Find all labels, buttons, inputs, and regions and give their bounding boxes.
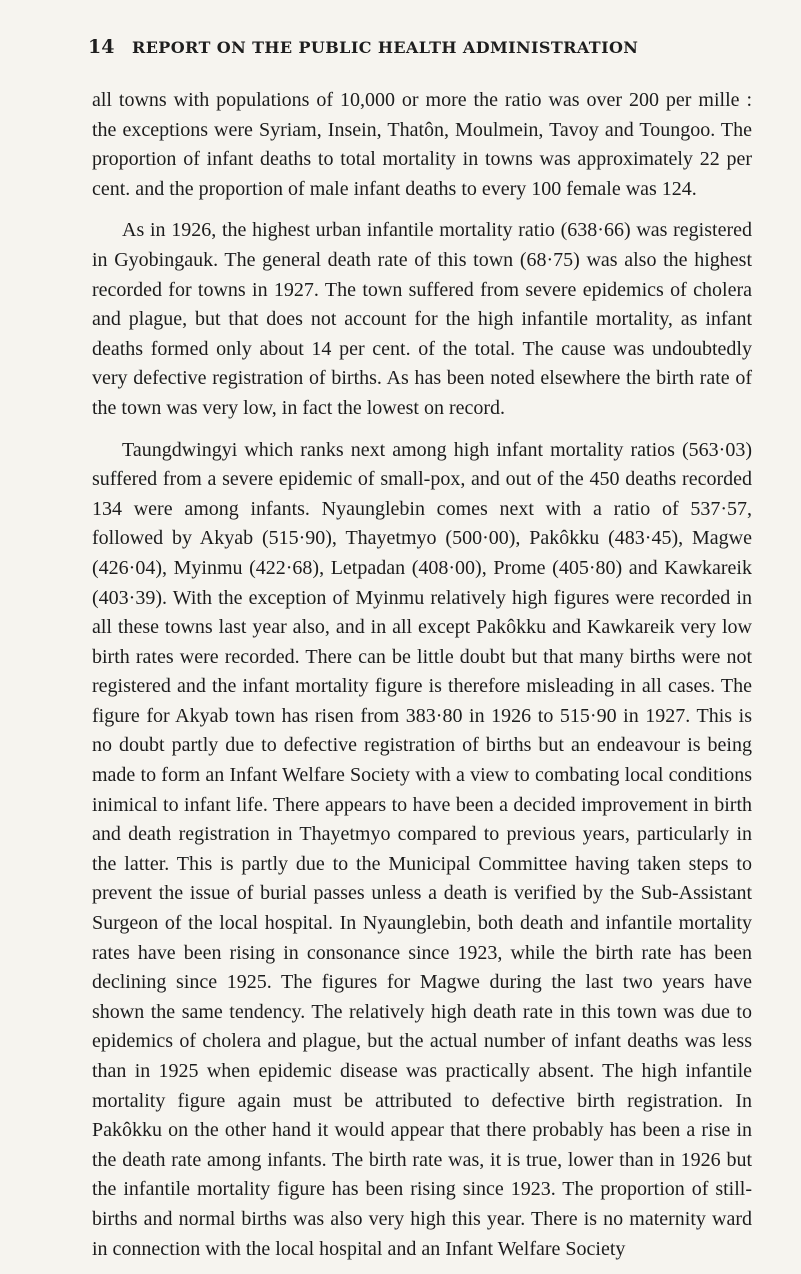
page-number: 14 xyxy=(88,36,115,58)
running-head: REPORT ON THE PUBLIC HEALTH ADMINISTRATION xyxy=(132,38,639,57)
paragraph-taungdwingyi: Taungdwingyi which ranks next among high infant mortality ratios (563·03) suffered from a severe epidemic of small-pox, and out of the 450 deaths recorded 134 were among infants. Nyaunglebin comes next with a ratio of 537·57, followed by Akyab (515·90), Thayetmyo (500·00), Pakôkku (483·45), Magwe (426·04), Myinmu (422·68), Letpadan (408·00), Prome (405·80) and Kawkareik (403·39). With the exception of Myinmu relatively high figures were recorded in all these towns last year also, and in all except Pakôkku and Kawkareik very low birth rates were recorded. There can be little doubt but that many births were not registered and the infant mortality figure is therefore misleading in all cases. The figure for Akyab town has risen from 383·80 in 1926 to 515·90 in 1927. This is no doubt partly due to defective registration of births but an endeavour is being made to form an Infant Welfare Society with a view to combating local conditions inimical to infant life. There appears to have been a decided improvement in birth and death registration in Thayetmyo compared to previous years, particularly in the latter. This is partly due to the Municipal Committee having taken steps to prevent the issue of burial passes unless a death is verified by the Sub-Assistant Surgeon of the local hospital. In Nyaunglebin, both death and infantile mortality rates have been rising in consonance since 1923, while the birth rate has been declining since 1925. The figures for Magwe during the last two years have shown the same tendency. The relatively high death rate in this town was due to epidemics of cholera and plague, but the actual number of infant deaths was less than in 1925 when epidemic disease was practically absent. The high infantile mortality figure again must be attributed to defective birth registration. In Pakôkku on the other hand it would appear that there probably has been a rise in the death rate among infants. The birth rate was, it is true, lower than in 1926 but the infantile mortality figure has been rising since 1923. The proportion of still-births and normal births was also very high this year. There is no maternity ward in connection with the local hospital and an Infant Welfare Society xyxy=(92,438,752,1260)
body-text xyxy=(92,86,752,1264)
paragraph-continued: all towns with populations of 10,000 or more the ratio was over 200 per mille : the exceptions were Syriam, Insein, Thatôn, Moulmein, Tavoy and Toungoo. The proportion of infant deaths to total mortality in towns was approximately 22 per cent. and the proportion of male infant deaths to every 100 female was 124. xyxy=(92,89,752,200)
paragraph-gyobingauk: As in 1926, the highest urban infantile mortality ratio (638·66) was registered in Gyobingauk. The general death rate of this town (68·75) was also the highest recorded for towns in 1927. The town suffered from severe epidemics of cholera and plague, but that does not account for the high infantile mortality, as infant deaths formed only about 14 per cent. of the total. The cause was undoubtedly very defective registration of births. As has been noted elsewhere the birth rate of the town was very low, in fact the lowest on record. xyxy=(92,219,752,419)
page-header xyxy=(88,36,748,60)
